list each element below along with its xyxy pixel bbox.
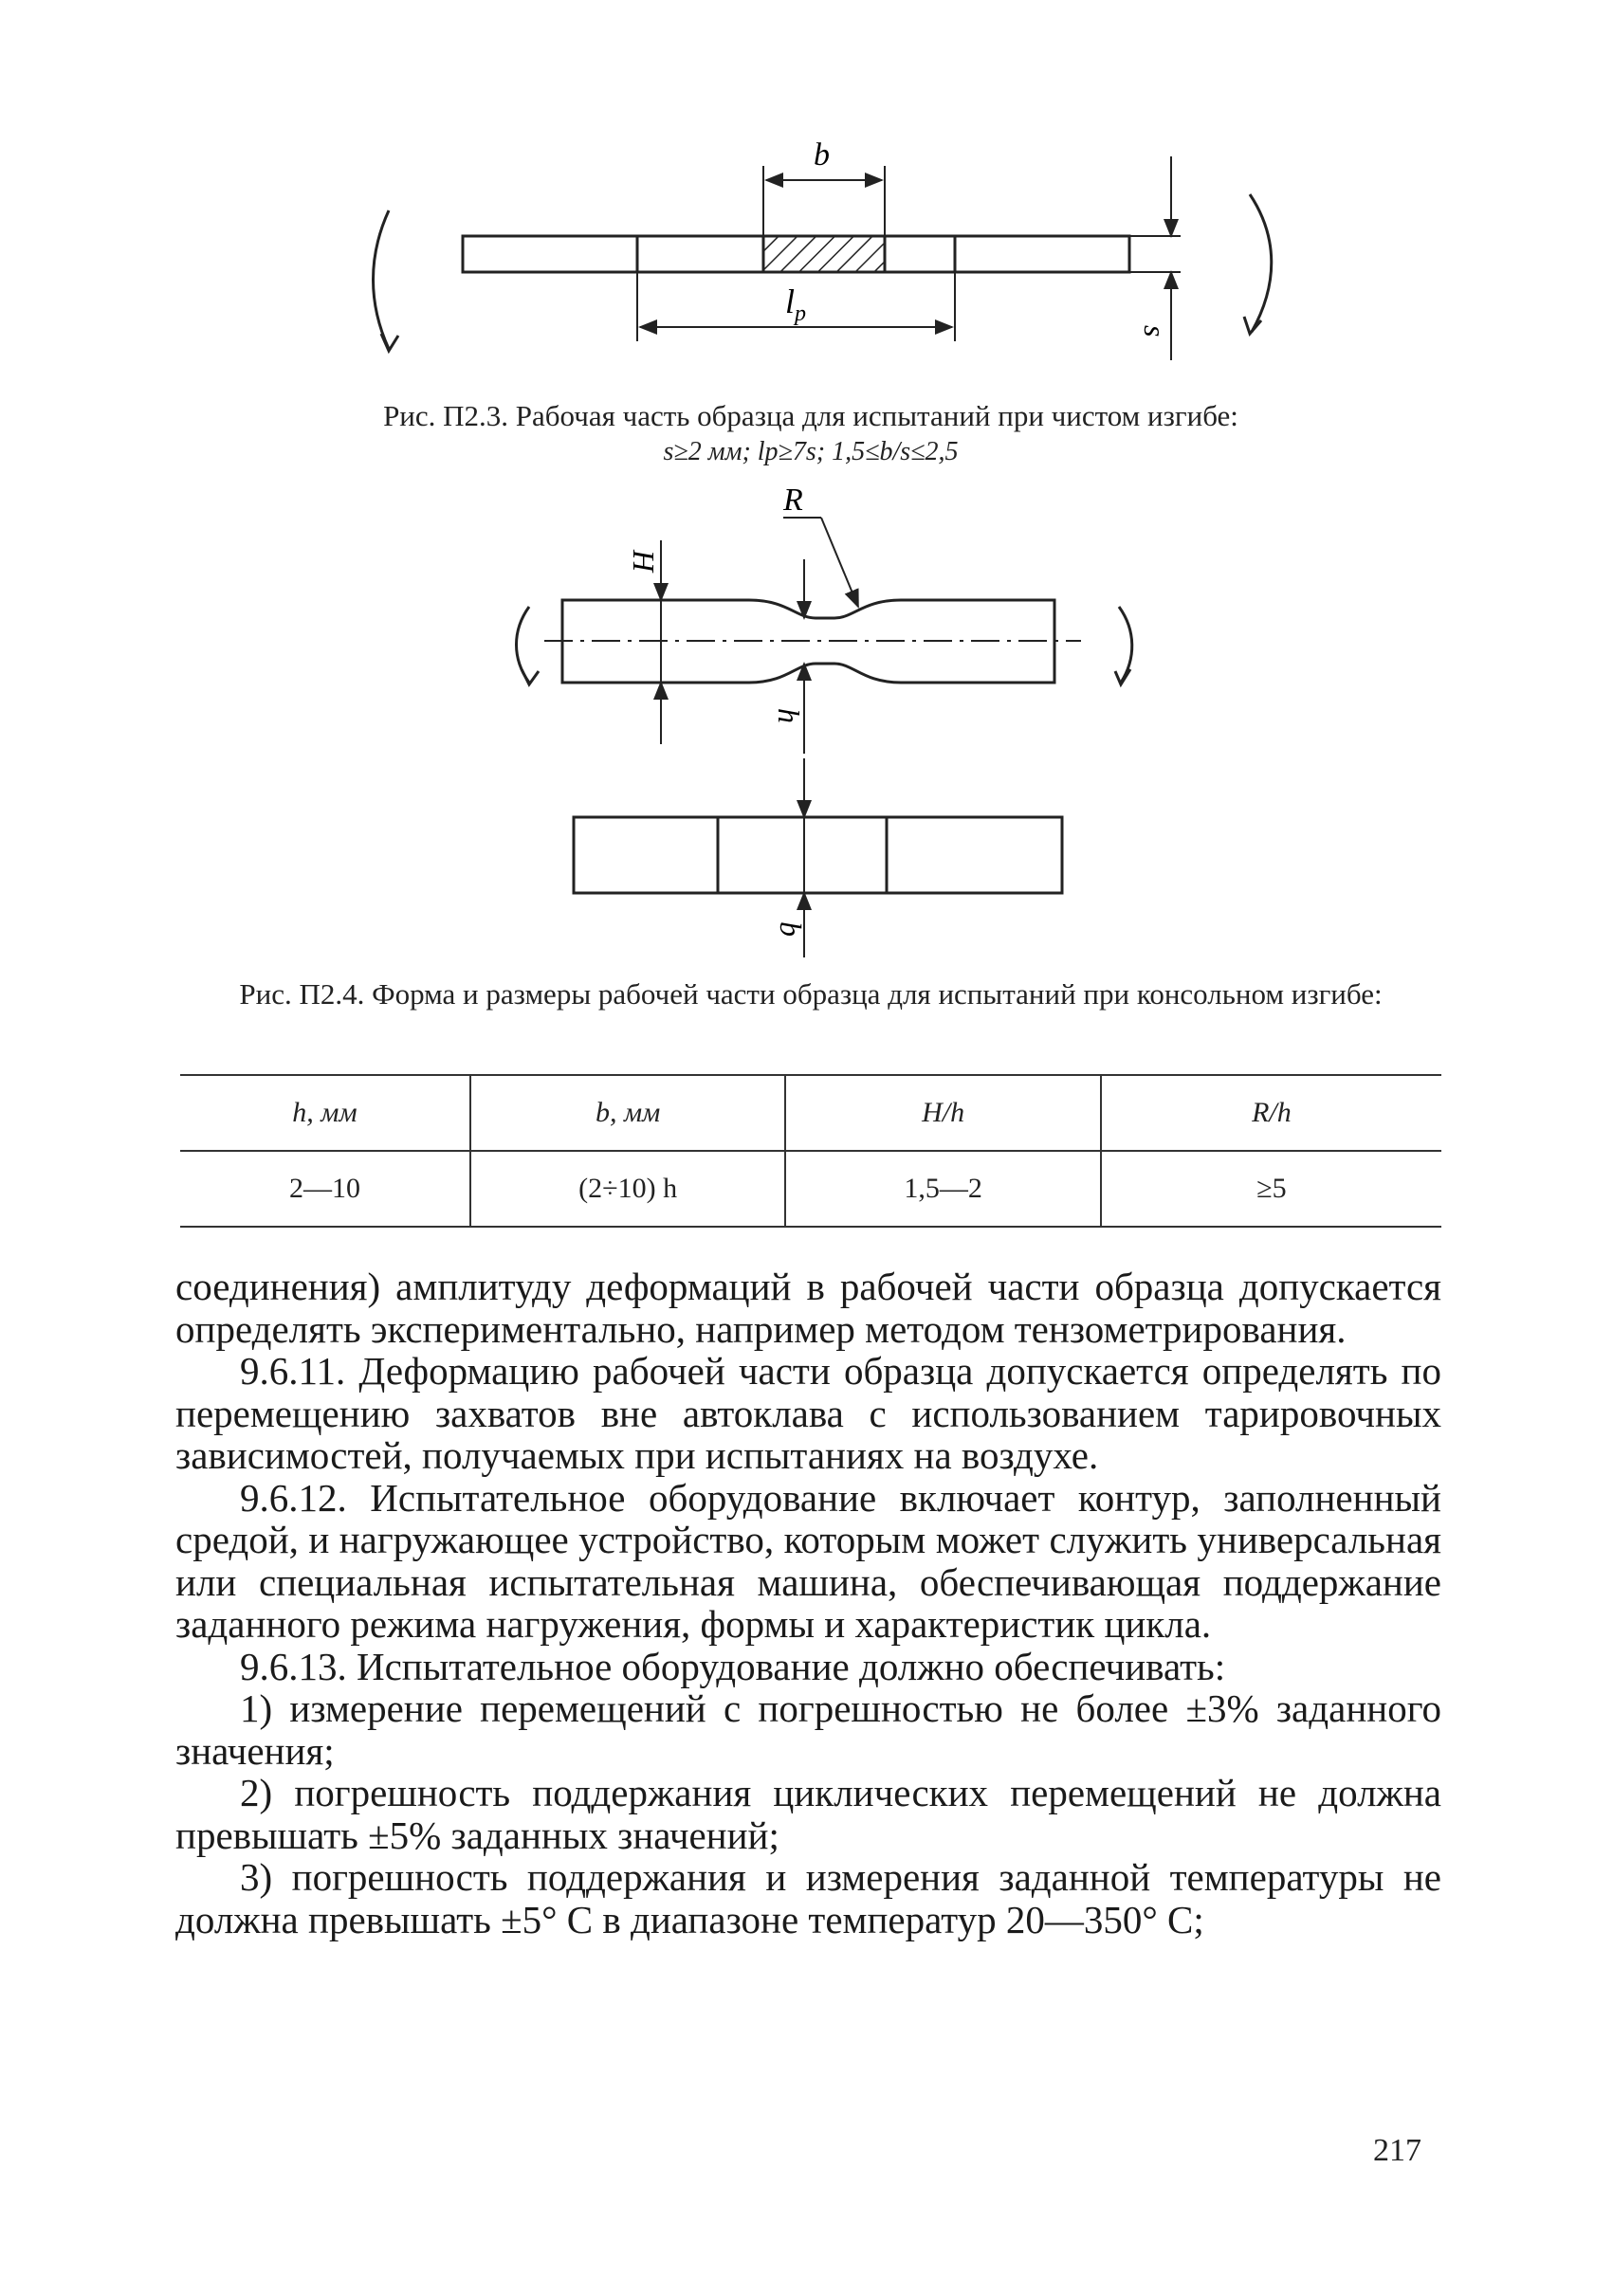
table-row [180, 1151, 1441, 1227]
caption-formula: s≥2 мм; lp≥7s; 1,5≤b/s≤2,5 [663, 437, 959, 466]
hatched-section [763, 236, 885, 272]
cell-h: 2—10 [180, 1151, 470, 1227]
label-b: b [814, 137, 830, 173]
paragraph: 9.6.11. Деформацию рабочей части образца допускается определять по перемещению захватов вне автоклава с использованием тарировочных зависимостей, получаемых при испытаниях на воздухе. [175, 1349, 1441, 1477]
list-item: 3) погрешность поддержания и измерения заданной температуры не должна превышать ±5° С в диапазоне температур 20—350° С; [175, 1855, 1441, 1941]
right-bending-arrow [1250, 194, 1272, 332]
label-s: s [1138, 325, 1172, 337]
label-h-lower: h [772, 708, 806, 723]
header-hh: H/h [785, 1075, 1101, 1151]
body-text [175, 1266, 1441, 1941]
cell-rh: ≥5 [1101, 1151, 1441, 1227]
header-rh: R/h [1101, 1075, 1441, 1151]
paragraph: соединения) амплитуду деформаций в рабочей части образца допускается определять экспериментально, например методом тензометрирования. [175, 1265, 1441, 1351]
table-header-row [180, 1075, 1441, 1151]
figure-cantilever-bending [0, 474, 1613, 976]
figure-pure-bending [0, 0, 1613, 398]
label-lp: $l_p$ [785, 282, 807, 326]
figure-caption-p2-4: Рис. П2.4. Форма и размеры рабочей части образца для испытаний при консольном изгибе: [239, 977, 1383, 1011]
parameters-table [180, 1074, 1441, 1228]
header-b: b, мм [470, 1075, 786, 1151]
list-item: 1) измерение перемещений с погрешностью не более ±3% заданного значения; [175, 1686, 1441, 1773]
label-h-upper: H [627, 550, 661, 573]
figure-caption-p2-3 [152, 398, 1470, 470]
header-h: h, мм [180, 1075, 470, 1151]
label-b-lower: b [774, 921, 808, 937]
list-item: 2) погрешность поддержания циклических перемещений не должна превышать ±5% заданных значений; [175, 1771, 1441, 1857]
specimen-front-view [574, 817, 1062, 893]
left-bending-arrow [374, 210, 390, 349]
paragraph: 9.6.12. Испытательное оборудование включает контур, заполненный средой, и нагружающее устройство, которым может служить универсальная или специальная испытательная машина, обеспечивающая поддержание заданного режима нагружения, формы и характеристик цикла. [175, 1475, 1441, 1646]
caption-line: Рис. П2.3. Рабочая часть образца для испытаний при чистом изгибе: [383, 399, 1238, 432]
paragraph: 9.6.13. Испытательное оборудование должно обеспечивать: [240, 1644, 1226, 1688]
page-number: 217 [1373, 2133, 1421, 2168]
cell-b: (2÷10) h [470, 1151, 786, 1227]
cell-hh: 1,5—2 [785, 1151, 1101, 1227]
label-r: R [783, 483, 803, 518]
